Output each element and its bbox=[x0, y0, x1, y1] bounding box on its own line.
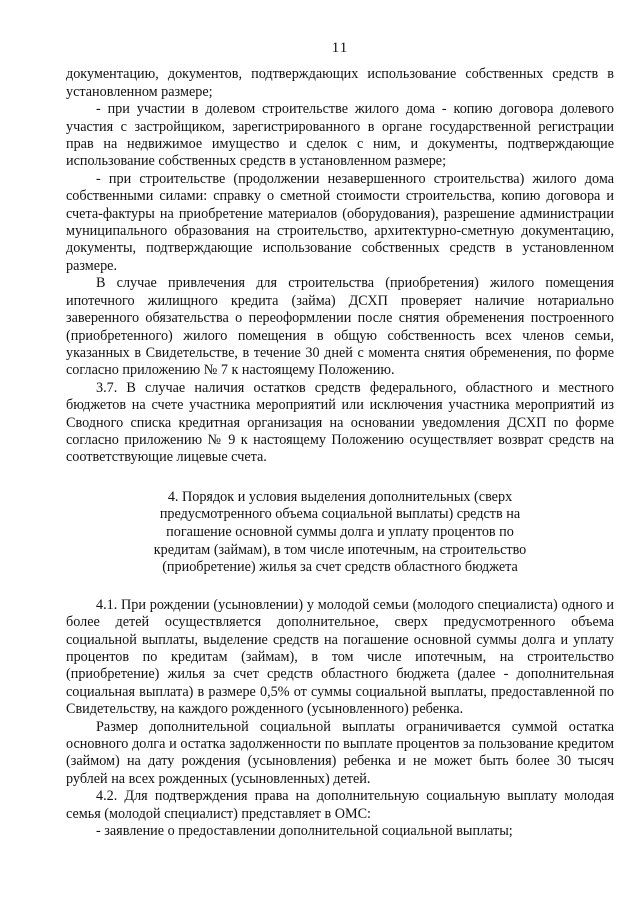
paragraph-own-construction: - при строительстве (продолжении незавершенного строительства) жилого дома собственными силами: справку о сметной стоимости строительства, копию договора и счета-фактуры на приобретение материалов (оборудования), разрешение администрации муниципального образования на строительство, архитектурно-сметную документацию, документы, подтверждающие использование собственных средств в установленном размере. bbox=[66, 170, 614, 274]
section-4-heading bbox=[106, 489, 574, 577]
section-heading-line: (приобретение) жилья за счет средств областного бюджета bbox=[162, 559, 518, 576]
paragraph-mortgage-obligation: В случае привлечения для строительства (приобретения) жилого помещения ипотечного жилищного кредита (займа) ДСХП проверяет наличие нотариально заверенного обязательства о переоформлении после снятия обременения построенного (приобретенного) жилого помещения в общую собственность всех членов семьи, указанных в Свидетельстве, в течение 30 дней с момента снятия обременения, по форме согласно приложению № 7 к настоящему Положению. bbox=[66, 275, 614, 379]
paragraph-4-2: 4.2. Для подтверждения права на дополнительную социальную выплату молодая семья (молодой специалист) представляет в ОМС: bbox=[66, 788, 614, 822]
paragraph-4-1: 4.1. При рождении (усыновлении) у молодой семьи (молодого специалиста) одного и более детей осуществляется дополнительное, сверх предусмотренного объема социальной выплаты, выделение средств на погашение основной суммы долга и уплату процентов по кредитам (займам), в том числе ипотечным, на строительство (приобретение) жилья за счет средств областного бюджета (далее - дополнительная социальная выплата) в размере 0,5% от суммы социальной выплаты, предоставленной по Свидетельству, на каждого рожденного (усыновленного) ребенка. bbox=[66, 596, 614, 718]
paragraph-application-item: - заявление о предоставлении дополнительной социальной выплаты; bbox=[96, 823, 513, 839]
paragraph-continuation: документацию, документов, подтверждающих использование собственных средств в установленном размере; bbox=[66, 66, 614, 100]
page-number: 11 bbox=[331, 40, 349, 56]
section-heading-line: 4. Порядок и условия выделения дополнительных (сверх bbox=[167, 488, 513, 505]
section-heading-line: кредитам (займам), в том числе ипотечным, на строительство bbox=[153, 541, 527, 558]
section-heading-line: погашение основной суммы долга и уплату процентов по bbox=[166, 523, 514, 540]
section-heading-line: предусмотренного объема социальной выплаты) средств на bbox=[159, 506, 521, 523]
paragraph-payment-limit: Размер дополнительной социальной выплаты ограничивается суммой остатка основного долга и остатка задолженности по выплате процентов за пользование кредитом (займом) на дату рождения (усыновления) ребенка и не может быть более 30 тысяч рублей на всех рожденных (усыновленных) детей. bbox=[66, 718, 614, 787]
paragraph-shared-construction: - при участии в долевом строительстве жилого дома - копию договора долевого участия с застройщиком, зарегистрированного в органе государственной регистрации прав на недвижимое имущество и сделок с ним, и документы, подтверждающие использование собственных средств в установленном размере; bbox=[66, 101, 614, 170]
document-page bbox=[66, 40, 614, 840]
paragraph-3-7: 3.7. В случае наличия остатков средств федерального, областного и местного бюджетов на счете участника мероприятий или исключения участника мероприятий из Сводного списка кредитная организация на основании уведомления ДСХП по форме согласно приложению № 9 к настоящему Положению осуществляет возврат средств на соответствующие лицевые счета. bbox=[66, 379, 614, 466]
